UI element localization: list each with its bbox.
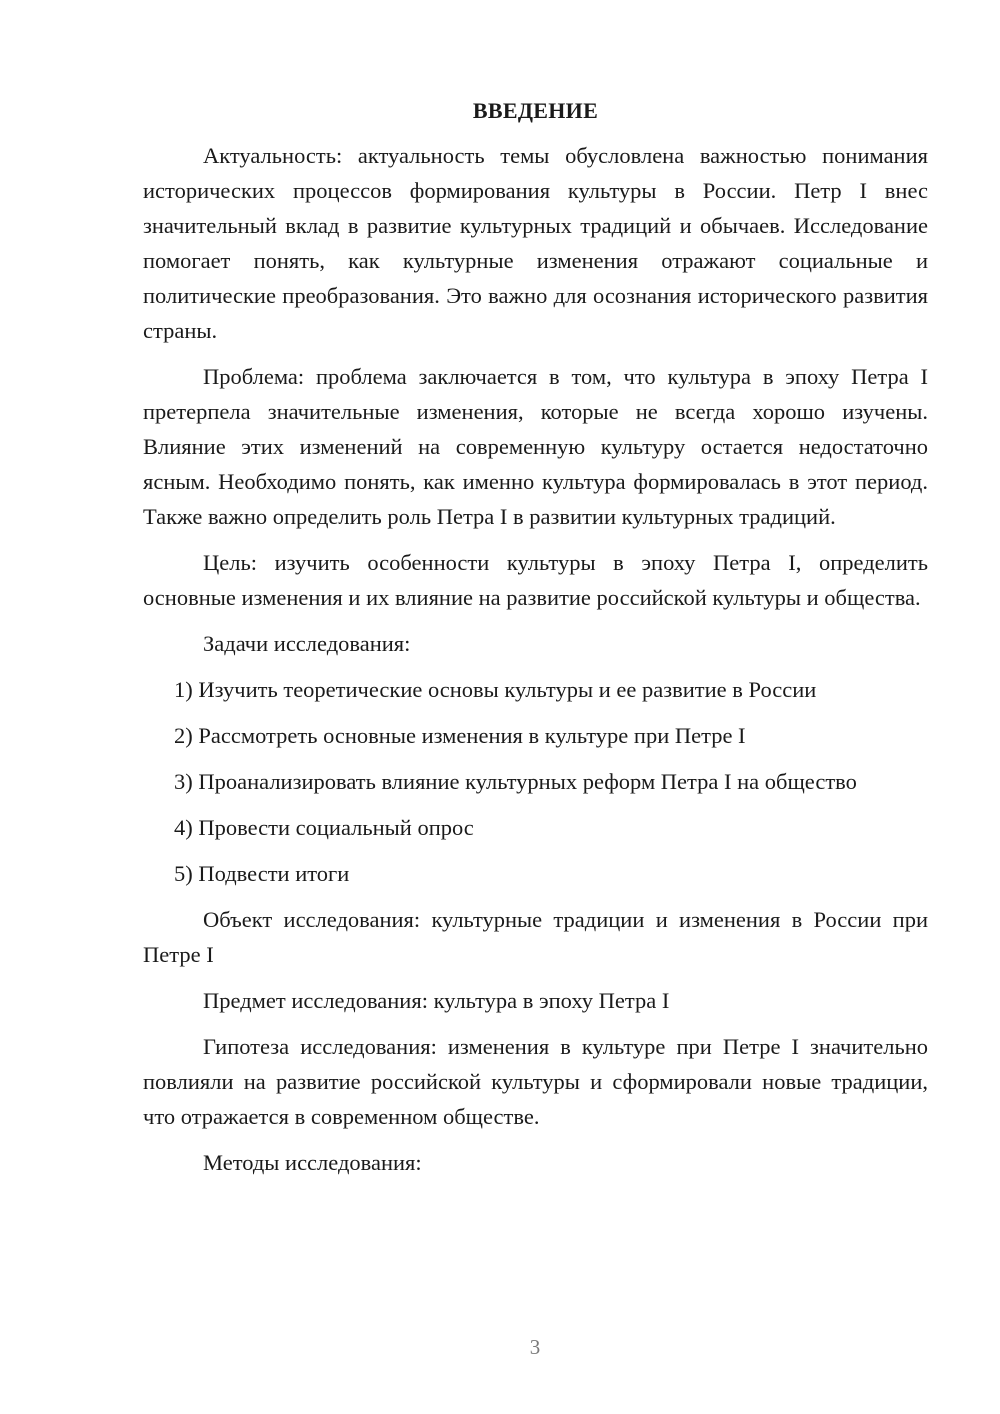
section-title: ВВЕДЕНИЕ bbox=[472, 98, 599, 123]
task-item: 1) Изучить теоретические основы культуры и ее развитие в России bbox=[174, 677, 817, 702]
task-item: 5) Подвести итоги bbox=[174, 861, 350, 886]
task-item: 4) Провести социальный опрос bbox=[174, 815, 474, 840]
paragraph-goal: Цель: изучить особенности культуры в эпоху Петра I, определить основные изменения и их влияние на развитие российской культуры и общества. bbox=[143, 550, 928, 610]
paragraph-problem: Проблема: проблема заключается в том, что культура в эпоху Петра I претерпела значительные изменения, которые не всегда хорошо изучены. Влияние этих изменений на современную культуру остается недостаточно ясным. Необходимо понять, как именно культура формировалась в этот период. Также важно определить роль Петра I в развитии культурных традиций. bbox=[143, 364, 928, 529]
tasks-heading: Задачи исследования: bbox=[203, 631, 411, 656]
page-number: 3 bbox=[529, 1335, 541, 1359]
tasks-list bbox=[143, 672, 928, 891]
paragraph-hypothesis: Гипотеза исследования: изменения в культуре при Петре I значительно повлияли на развитие российской культуры и сформировали новые традиции, что отражается в современном обществе. bbox=[143, 1034, 928, 1129]
methods-heading: Методы исследования: bbox=[203, 1150, 422, 1175]
paragraph-subject: Предмет исследования: культура в эпоху Петра I bbox=[203, 988, 670, 1013]
document-page bbox=[143, 96, 928, 1191]
paragraph-object: Объект исследования: культурные традиции и изменения в России при Петре I bbox=[143, 907, 928, 967]
task-item: 2) Рассмотреть основные изменения в культуре при Петре I bbox=[174, 723, 746, 748]
paragraph-relevance: Актуальность: актуальность темы обусловлена важностью понимания исторических процессов формирования культуры в России. Петр I внес значительный вклад в развитие культурных традиций и обычаев. Исследование помогает понять, как культурные изменения отражают социальные и политические преобразования. Это важно для осознания исторического развития страны. bbox=[143, 143, 928, 343]
task-item: 3) Проанализировать влияние культурных реформ Петра I на общество bbox=[174, 769, 857, 794]
